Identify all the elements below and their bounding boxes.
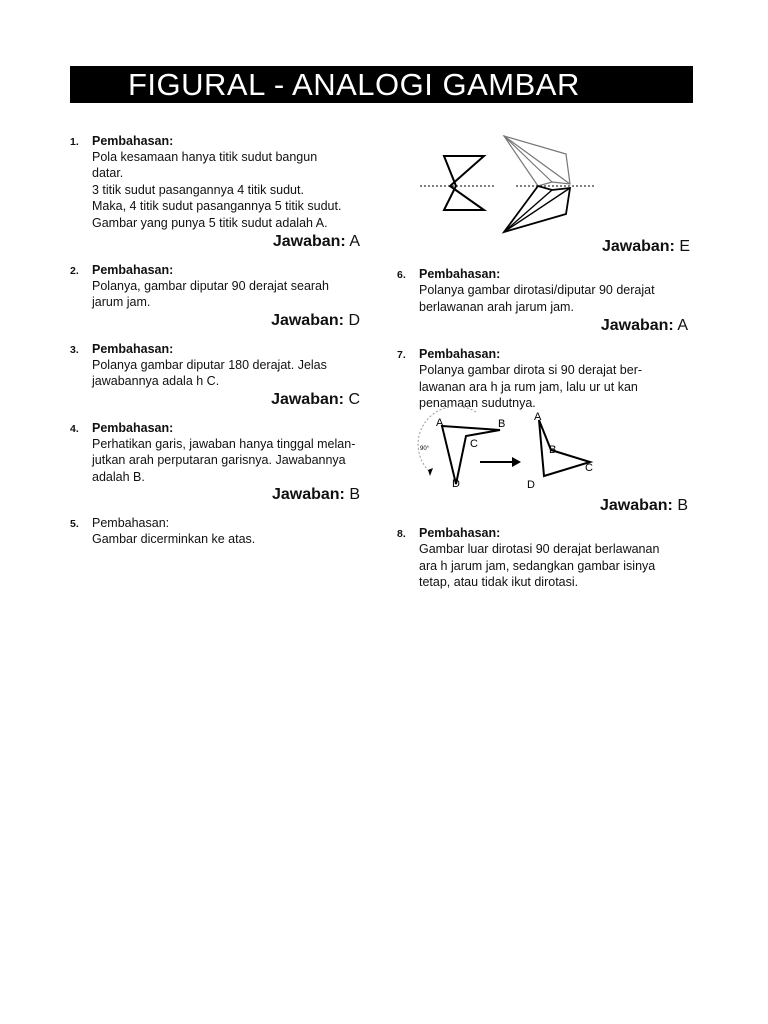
item-number: 6. bbox=[397, 269, 406, 281]
item-line: Pola kesamaan hanya titik sudut bangun bbox=[92, 150, 318, 164]
answer-4 bbox=[230, 486, 360, 504]
item-line: lawanan ara h ja rum jam, lalu ur ut kan bbox=[419, 380, 638, 394]
answer-label: Jawaban: bbox=[600, 317, 674, 334]
answer-value: B bbox=[677, 497, 688, 514]
answer-6 bbox=[558, 317, 688, 335]
zigzag-shape-original bbox=[444, 156, 484, 210]
item-line: jawabannya adala h C. bbox=[92, 374, 220, 388]
answer-5 bbox=[560, 238, 690, 256]
item-heading: Pembahasan: bbox=[92, 516, 170, 530]
item-line: datar. bbox=[92, 166, 124, 180]
item-number: 8. bbox=[397, 528, 406, 540]
item-heading: Pembahasan: bbox=[92, 263, 174, 277]
kite-diagonal-gray bbox=[504, 136, 570, 184]
item-line: Gambar yang punya 5 titik sudut adalah A. bbox=[92, 216, 328, 230]
title-bar bbox=[70, 66, 693, 103]
item-line: jutkan arah perputaran garisnya. Jawabannya bbox=[92, 453, 346, 467]
item-heading: Pembahasan: bbox=[419, 347, 501, 361]
item-line: Perhatikan garis, jawaban hanya tinggal melan- bbox=[92, 437, 356, 451]
item-7-figure bbox=[418, 410, 608, 495]
answer-value: A bbox=[677, 317, 688, 334]
vertex-label: A bbox=[534, 411, 542, 423]
item-number: 5. bbox=[70, 518, 79, 530]
vertex-label: C bbox=[470, 438, 478, 450]
item-heading: Pembahasan: bbox=[92, 342, 174, 356]
item-line: Polanya gambar dirotasi/diputar 90 derajat bbox=[419, 283, 655, 297]
item-heading: Pembahasan: bbox=[419, 526, 501, 540]
answer-label: Jawaban: bbox=[599, 497, 673, 514]
answer-3 bbox=[230, 391, 360, 409]
item-line: penamaan sudutnya. bbox=[419, 396, 536, 410]
answer-label: Jawaban: bbox=[271, 486, 345, 503]
item-line: Gambar luar dirotasi 90 derajat berlawanan bbox=[419, 542, 660, 556]
item-line: Polanya gambar diputar 180 derajat. Jelas bbox=[92, 358, 327, 372]
answer-label: Jawaban: bbox=[271, 312, 344, 329]
page-title: FIGURAL - ANALOGI GAMBAR bbox=[128, 67, 580, 102]
vertex-label: B bbox=[498, 418, 506, 430]
item-line: Polanya gambar dirota si 90 derajat ber- bbox=[419, 363, 643, 377]
shape-rotated bbox=[539, 420, 590, 476]
answer-value: B bbox=[349, 486, 360, 503]
item-number: 4. bbox=[70, 423, 79, 435]
item-line: jarum jam. bbox=[92, 295, 151, 309]
item-number: 1. bbox=[70, 136, 79, 148]
answer-label: Jawaban: bbox=[271, 391, 344, 408]
item-line: adalah B. bbox=[92, 470, 145, 484]
item-line: ara h jarum jam, sedangkan gambar isinya bbox=[419, 559, 656, 573]
answer-value: E bbox=[679, 238, 690, 255]
item-number: 2. bbox=[70, 265, 79, 277]
item-number: 3. bbox=[70, 344, 79, 356]
item-line: tetap, atau tidak ikut dirotasi. bbox=[419, 575, 579, 589]
rotation-arrowhead bbox=[428, 468, 433, 476]
item-5-figure bbox=[418, 132, 598, 237]
answer-value: D bbox=[348, 312, 360, 329]
item-heading: Pembahasan: bbox=[92, 421, 174, 435]
item-heading: Pembahasan: bbox=[419, 267, 501, 281]
angle-label: 90° bbox=[420, 446, 430, 452]
answer-7 bbox=[558, 497, 688, 515]
item-line: Gambar dicerminkan ke atas. bbox=[92, 532, 256, 546]
rotation-arc bbox=[418, 406, 476, 472]
answer-label: Jawaban: bbox=[601, 238, 675, 255]
vertex-label: C bbox=[585, 462, 593, 474]
item-number: 7. bbox=[397, 349, 406, 361]
vertex-label: D bbox=[527, 479, 535, 491]
item-heading: Pembahasan: bbox=[92, 134, 174, 148]
answer-value: A bbox=[349, 233, 360, 250]
item-line: berlawanan arah jarum jam. bbox=[419, 300, 574, 314]
vertex-label: B bbox=[549, 444, 557, 456]
answer-2 bbox=[230, 312, 360, 330]
item-line: 3 titik sudut pasangannya 4 titik sudut. bbox=[92, 183, 304, 197]
answer-label: Jawaban: bbox=[272, 233, 346, 250]
item-line: Polanya, gambar diputar 90 derajat searah bbox=[92, 279, 329, 293]
vertex-label: D bbox=[452, 478, 460, 490]
answer-value: C bbox=[348, 391, 360, 408]
transform-arrowhead bbox=[512, 457, 521, 467]
kite-diagonal bbox=[504, 188, 570, 232]
answer-1 bbox=[230, 233, 360, 251]
vertex-label: A bbox=[436, 417, 444, 429]
shape-original bbox=[442, 426, 500, 484]
item-line: Maka, 4 titik sudut pasangannya 5 titik sudut. bbox=[92, 199, 342, 213]
